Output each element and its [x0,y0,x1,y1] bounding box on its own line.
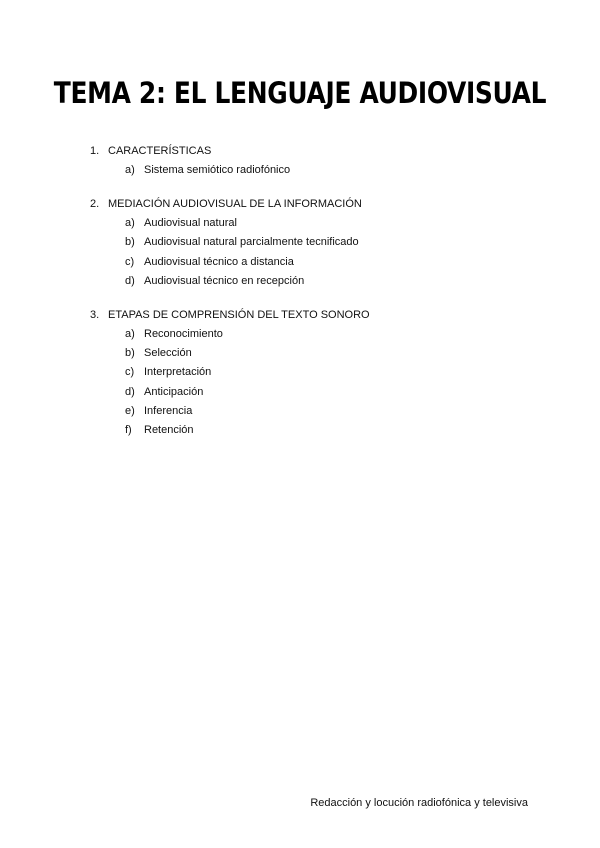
item-text: Reconocimiento [144,327,223,340]
item-letter: b) [125,236,135,249]
page-footer: Redacción y locución radiofónica y televisiva [310,797,528,809]
item-letter: c) [125,366,135,379]
list-item [90,364,530,380]
item-text: Audiovisual técnico en recepción [144,274,305,287]
item-text: Audiovisual natural [144,217,237,229]
sub-item-list [90,215,530,289]
outline-section [90,143,530,178]
page-title: TEMA 2: EL LENGUAJE AUDIOVISUAL [53,76,547,110]
sub-item-list [90,162,530,178]
outline-list [90,143,530,456]
outline-section [90,196,530,289]
list-item [90,215,530,231]
item-text: Sistema semiótico radiofónico [144,164,291,176]
section-number: 3. [90,308,100,321]
section-heading [90,196,530,212]
list-item [90,422,530,438]
item-letter: a) [125,164,135,176]
list-item [90,326,530,342]
section-heading [90,143,530,159]
item-text: Retención [144,424,194,437]
item-text: Interpretación [144,366,212,379]
section-heading-text: MEDIACIÓN AUDIOVISUAL DE LA INFORMACIÓN [108,198,362,210]
list-item [90,403,530,419]
item-letter: a) [125,217,135,229]
item-letter: f) [125,424,132,437]
section-heading-text: CARACTERÍSTICAS [108,145,212,157]
list-item [90,345,530,361]
section-heading [90,307,530,323]
item-letter: a) [125,327,135,340]
list-item [90,234,530,250]
list-item [90,254,530,270]
item-letter: b) [125,347,135,360]
item-letter: d) [125,274,135,287]
item-letter: d) [125,385,135,398]
section-number: 1. [90,145,100,157]
item-text: Audiovisual técnico a distancia [144,255,294,268]
sub-item-list [90,326,530,438]
item-text: Anticipación [144,385,204,398]
section-heading-text: ETAPAS DE COMPRENSIÓN DEL TEXTO SONORO [108,308,370,321]
item-text: Audiovisual natural parcialmente tecnificado [144,236,359,249]
item-letter: c) [125,255,135,268]
item-text: Selección [144,347,192,360]
list-item [90,384,530,400]
list-item [90,273,530,289]
section-number: 2. [90,198,100,210]
item-text: Inferencia [144,405,193,418]
list-item [90,162,530,178]
outline-section [90,307,530,438]
item-letter: e) [125,405,135,418]
